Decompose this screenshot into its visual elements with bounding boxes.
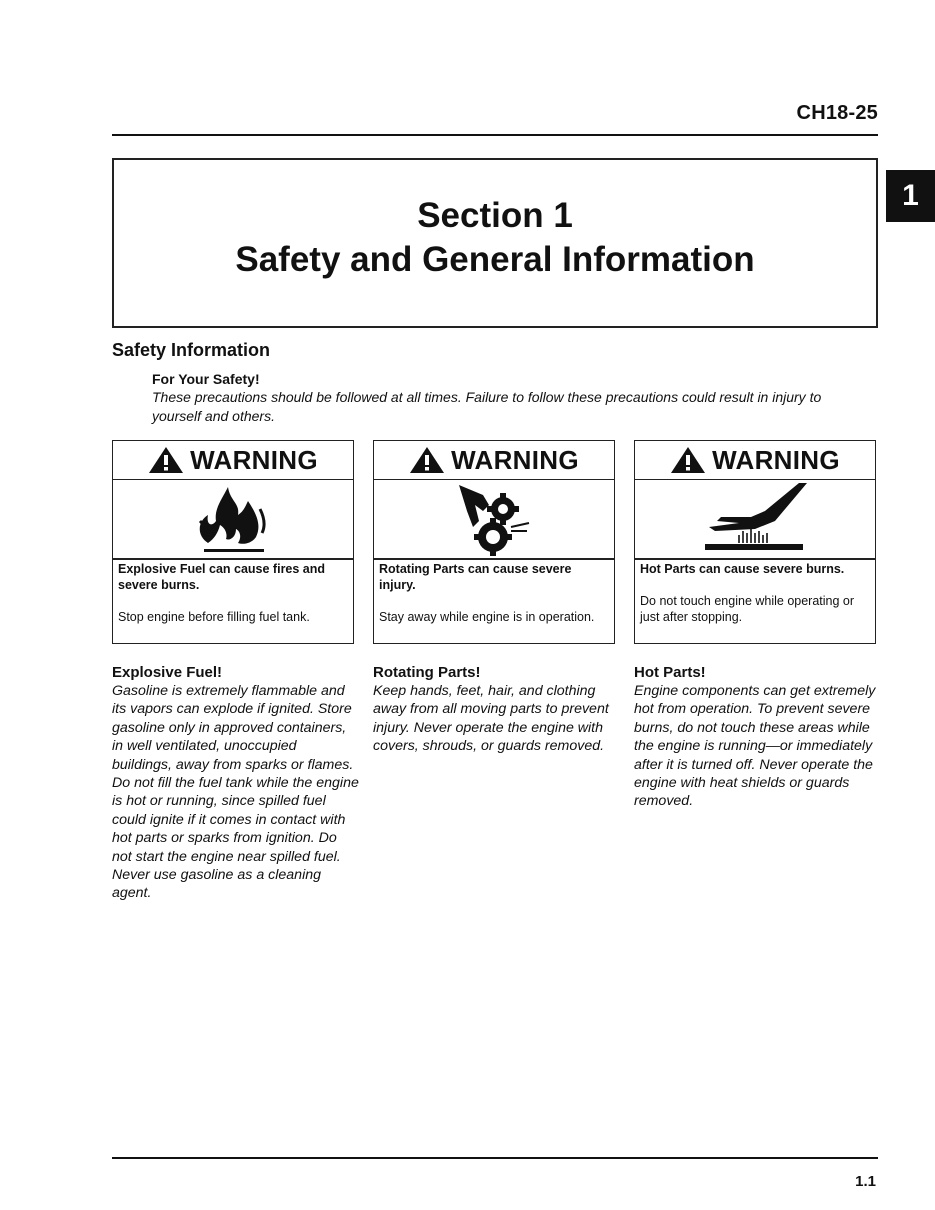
warning-instruction: Stay away while engine is in operation. <box>379 610 595 624</box>
safety-intro: These precautions should be followed at all times. Failure to follow these precautions could result in injury to yourself and others. <box>152 389 822 424</box>
hazard-body-fuel: Gasoline is extremely flammable and its vapors can explode if ignited. Store gasoline only in approved containers, in well ventilated, unoccupied buildings, away from sparks or flames. Do not fill the fuel tank while the engine is hot or running, since spilled fuel could ignite if it comes in contact with hot parts or sparks from ignition. Do not start the engine near spilled fuel. Never use gasoline as a cleaning agent. <box>112 683 359 902</box>
hazard-title-rotating: Rotating Parts! <box>373 664 481 681</box>
warning-label: WARNING <box>712 444 840 475</box>
hazard-body-rotating: Keep hands, feet, hair, and clothing away from all moving parts to prevent injury. Never operate the engine with covers, shrouds, or guards removed. <box>373 683 609 755</box>
hazard-body-hot: Engine components can get extremely hot from operation. To prevent severe burns, do not touch these areas while the engine is running—or immediately after it is turned off. Never operate the engine with heat shields or guards removed. <box>634 683 876 810</box>
warning-divider <box>113 558 353 560</box>
warning-triangle-icon <box>670 446 706 474</box>
warning-triangle-icon <box>409 446 445 474</box>
warning-label: WARNING <box>451 444 579 475</box>
section-number: Section 1 <box>417 196 573 235</box>
hazard-title-fuel: Explosive Fuel! <box>112 664 223 681</box>
rotating-gears-icon <box>374 481 614 557</box>
page-number: 1.1 <box>855 1173 876 1190</box>
warning-header <box>113 441 353 480</box>
section-title: Safety and General Information <box>235 240 755 279</box>
hot-surface-icon <box>635 481 875 557</box>
warning-triangle-icon <box>148 446 184 474</box>
safety-subheading: For Your Safety! <box>152 371 260 387</box>
section-title-box <box>112 158 878 328</box>
warning-headline: Rotating Parts can cause severe injury. <box>379 562 572 592</box>
warning-label: WARNING <box>190 444 318 475</box>
warning-instruction: Do not touch engine while operating or just after stopping. <box>640 594 855 624</box>
fire-icon <box>113 481 353 557</box>
warning-header <box>635 441 875 480</box>
hazard-title-hot: Hot Parts! <box>634 664 706 681</box>
section-tab: 1 <box>886 170 935 222</box>
bottom-rule <box>112 1157 878 1159</box>
warning-box-rotating <box>373 440 615 644</box>
warning-divider <box>635 558 875 560</box>
top-rule <box>112 134 878 136</box>
warning-header <box>374 441 614 480</box>
warning-instruction: Stop engine before filling fuel tank. <box>118 610 310 624</box>
warning-headline: Explosive Fuel can cause fires and severe burns. <box>118 562 326 592</box>
warning-headline: Hot Parts can cause severe burns. <box>640 562 845 576</box>
model-number: CH18-25 <box>796 102 878 124</box>
safety-heading: Safety Information <box>112 340 271 360</box>
warning-divider <box>374 558 614 560</box>
warning-box-fuel <box>112 440 354 644</box>
warning-box-hot <box>634 440 876 644</box>
